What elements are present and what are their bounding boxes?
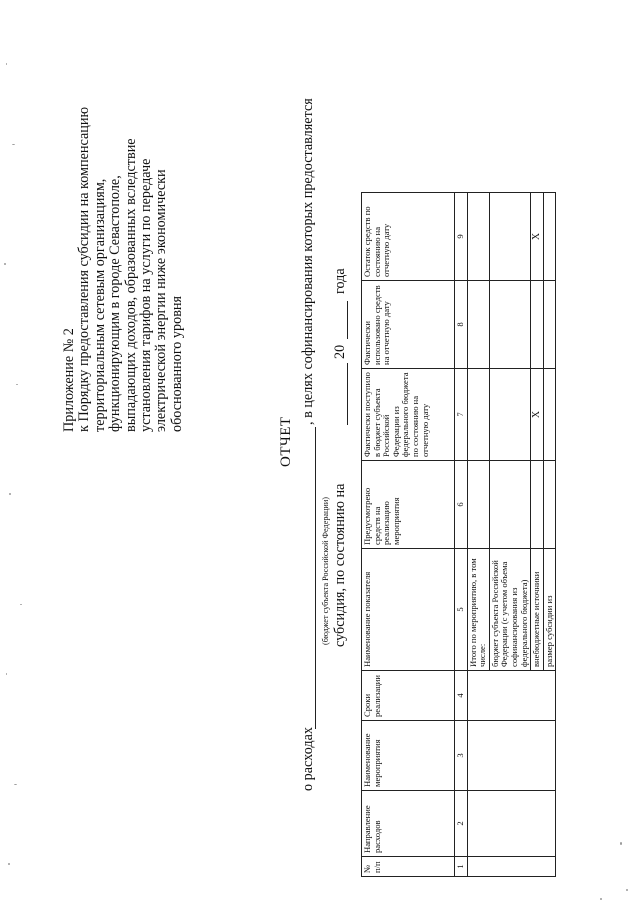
table-cell bbox=[467, 721, 556, 791]
column-number: 3 bbox=[455, 721, 468, 791]
header-cell: Остаток средств по состоянию на отчетную дату bbox=[362, 193, 455, 281]
header-cell: Направление расходов bbox=[362, 791, 455, 857]
table-header-row bbox=[362, 193, 455, 877]
table-cell bbox=[531, 461, 544, 549]
appendix-block bbox=[62, 22, 185, 432]
table-cell bbox=[489, 281, 530, 369]
column-number: 7 bbox=[455, 369, 468, 461]
indicator-cell: Итого по мероприятию, в том числе: bbox=[467, 549, 489, 671]
header-cell: Наименование мероприятия bbox=[362, 721, 455, 791]
x-mark: X bbox=[531, 369, 544, 461]
header-cell: Предусмотрено средств на реализацию мероприятия bbox=[362, 461, 455, 549]
column-number: 9 bbox=[455, 193, 468, 281]
table-cell bbox=[531, 281, 544, 369]
table-cell bbox=[467, 671, 556, 721]
column-number: 6 bbox=[455, 461, 468, 549]
column-number: 2 bbox=[455, 791, 468, 857]
table-cell bbox=[543, 193, 556, 281]
x-mark: X bbox=[531, 193, 544, 281]
table-cell bbox=[467, 193, 489, 281]
table-cell bbox=[543, 281, 556, 369]
table-cell bbox=[543, 461, 556, 549]
header-cell: Фактически поступило в бюджет субъекта Российской Федерации из федерального бюджета по состоянию на отчетную дату bbox=[362, 369, 455, 461]
date-blank-line bbox=[347, 363, 348, 425]
budget-blank-line bbox=[315, 427, 316, 729]
year-prefix: 20 bbox=[332, 344, 348, 359]
appendix-line: обоснованного уровня bbox=[168, 295, 185, 432]
report-line-1 bbox=[300, 0, 324, 905]
header-cell: Фактически использовано средств на отчетную дату bbox=[362, 281, 455, 369]
appendix-line: электрической энергии ниже экономически bbox=[153, 169, 170, 432]
table-cell bbox=[489, 193, 530, 281]
table-cell bbox=[467, 857, 556, 877]
header-cell: № п/п bbox=[362, 857, 455, 877]
table-cell bbox=[467, 791, 556, 857]
header-cell: Сроки реализации bbox=[362, 671, 455, 721]
budget-caption: (бюджет субъекта Российской Федерации) bbox=[321, 497, 330, 645]
table-row bbox=[467, 193, 489, 877]
table-cell bbox=[489, 369, 530, 461]
table-cell bbox=[489, 461, 530, 549]
indicator-cell: бюджет субъекта Российской Федерации (с учетом объема софинансирования из федерального бюджета) bbox=[489, 549, 530, 671]
column-number: 1 bbox=[455, 857, 468, 877]
line1-suffix: , в целях софинансирования которых предоставляется bbox=[300, 98, 316, 425]
indicator-cell: размер субсидии из bbox=[543, 549, 556, 671]
table-cell bbox=[543, 369, 556, 461]
table-cell bbox=[467, 281, 489, 369]
column-number: 5 bbox=[455, 549, 468, 671]
header-cell: Наименование показателя bbox=[362, 549, 455, 671]
appendix-line: к Порядку предоставления субсидии на компенсацию bbox=[76, 106, 93, 432]
appendix-line: Приложение № 2 bbox=[61, 328, 77, 432]
table-cell bbox=[467, 369, 489, 461]
column-number: 8 bbox=[455, 281, 468, 369]
year-blank-line bbox=[347, 301, 348, 339]
report-table bbox=[361, 192, 556, 877]
appendix-line: территориальным сетевым организациям, bbox=[91, 178, 108, 432]
table-cell bbox=[467, 461, 489, 549]
indicator-cell: внебюджетные источники bbox=[531, 549, 544, 671]
line1-prefix: о расходах bbox=[300, 727, 316, 791]
appendix-line: установления тарифов на услуги по передаче bbox=[138, 158, 155, 432]
column-number: 4 bbox=[455, 671, 468, 721]
appendix-line: функционирующим в городе Севастополе, bbox=[107, 175, 124, 432]
appendix-line: выпадающих доходов, образованных вследствие bbox=[122, 138, 139, 432]
column-number-row bbox=[455, 193, 468, 877]
line2-prefix: субсидия, по состоянию на bbox=[332, 483, 348, 647]
report-title: ОТЧЕТ bbox=[278, 416, 294, 467]
year-suffix: года bbox=[332, 268, 348, 294]
